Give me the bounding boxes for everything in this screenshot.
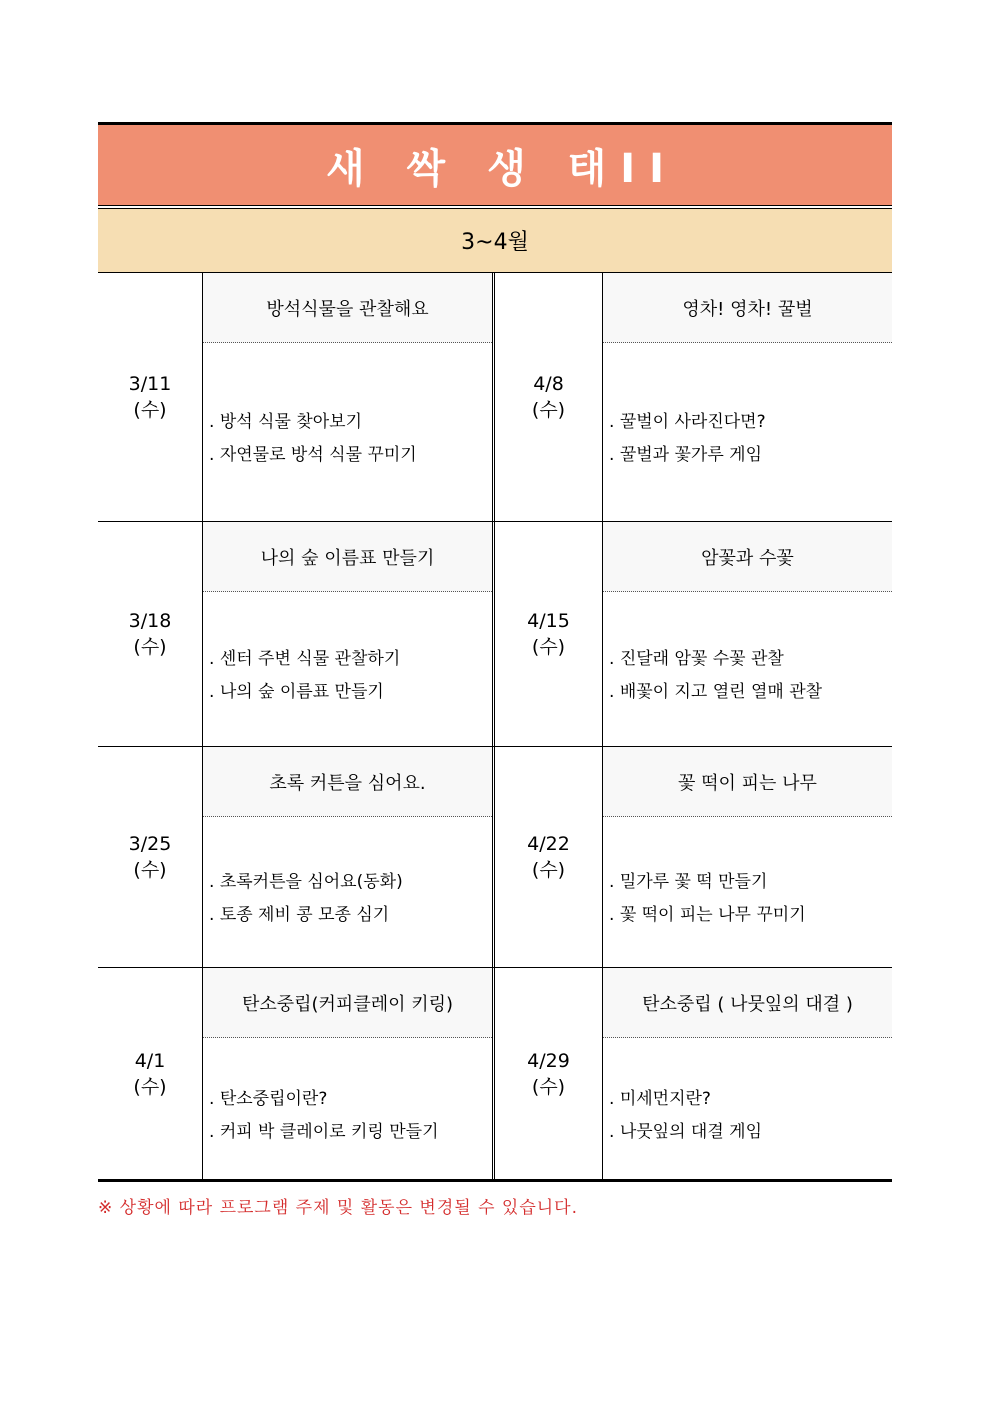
schedule-row [98, 968, 892, 1179]
activity-list [603, 343, 892, 521]
session-topic: 방석식물을 관찰해요 [203, 273, 492, 343]
footnote: ※ 상황에 따라 프로그램 주제 및 활동은 변경될 수 있습니다. [98, 1198, 578, 1218]
schedule-row [98, 522, 892, 747]
activity-list [203, 817, 492, 967]
session-topic: 나의 숲 이름표 만들기 [203, 522, 492, 592]
session-date [495, 522, 603, 746]
session-date [98, 968, 203, 1179]
day-text: (수) [133, 636, 167, 658]
session-cell [495, 522, 892, 746]
title-bar [98, 122, 892, 206]
activity-item: . 탄소중립이란? [209, 1083, 492, 1116]
date-text: 4/15 [527, 610, 570, 632]
session-topic: 초록 커튼을 심어요. [203, 747, 492, 817]
session-date [98, 273, 203, 521]
day-text: (수) [531, 636, 566, 658]
session-cell [495, 968, 892, 1179]
schedule-sheet [98, 122, 892, 1182]
period-label: 3~4월 [461, 230, 529, 255]
date-text: 3/25 [128, 833, 172, 855]
activity-list [603, 817, 892, 967]
day-text: (수) [133, 399, 167, 421]
period-bar [98, 208, 892, 272]
schedule-row [98, 273, 892, 522]
activity-list [603, 592, 892, 746]
activity-list [203, 592, 492, 746]
session-date [495, 968, 603, 1179]
activity-item: . 꽃 떡이 피는 나무 꾸미기 [609, 899, 892, 932]
schedule-row [98, 747, 892, 968]
date-text: 4/22 [527, 833, 570, 855]
day-text: (수) [133, 859, 167, 881]
day-text: (수) [531, 399, 566, 421]
session-date [495, 747, 603, 967]
date-text: 4/8 [533, 373, 564, 395]
session-topic: 영차! 영차! 꿀벌 [603, 273, 892, 343]
activity-item: . 나의 숲 이름표 만들기 [209, 676, 492, 709]
session-topic: 암꽃과 수꽃 [603, 522, 892, 592]
page-title: 새 싹 생 태II [325, 145, 679, 192]
activity-item: . 자연물로 방석 식물 꾸미기 [209, 439, 492, 472]
day-text: (수) [531, 859, 566, 881]
activity-item: . 초록커튼을 심어요(동화) [209, 866, 492, 899]
session-cell [98, 522, 495, 746]
session-topic: 탄소중립 ( 나뭇잎의 대결 ) [603, 968, 892, 1038]
activity-item: . 꿀벌이 사라진다면? [609, 406, 892, 439]
day-text: (수) [133, 1075, 167, 1098]
activity-item: . 토종 제비 콩 모종 심기 [209, 899, 492, 932]
activity-item: . 꿀벌과 꽃가루 게임 [609, 439, 892, 472]
activity-item: . 센터 주변 식물 관찰하기 [209, 643, 492, 676]
session-date [98, 522, 203, 746]
activity-list [203, 343, 492, 521]
activity-item: . 미세먼지란? [609, 1083, 892, 1116]
session-cell [98, 747, 495, 967]
session-cell [495, 747, 892, 967]
activity-item: . 밀가루 꽃 떡 만들기 [609, 866, 892, 899]
session-cell [98, 968, 495, 1179]
session-date [495, 273, 603, 521]
activity-list [203, 1038, 492, 1179]
activity-item: . 커피 박 클레이로 키링 만들기 [209, 1116, 492, 1149]
activity-item: . 나뭇잎의 대결 게임 [609, 1116, 892, 1149]
activity-list [603, 1038, 892, 1179]
activity-item: . 배꽃이 지고 열린 열매 관찰 [609, 676, 892, 709]
session-topic: 탄소중립(커피클레이 키링) [203, 968, 492, 1038]
date-text: 4/29 [527, 1049, 570, 1072]
session-cell [98, 273, 495, 521]
session-topic: 꽃 떡이 피는 나무 [603, 747, 892, 817]
date-text: 4/1 [134, 1049, 166, 1072]
session-date [98, 747, 203, 967]
schedule-table [98, 272, 892, 1182]
date-text: 3/18 [128, 610, 172, 632]
activity-item: . 진달래 암꽃 수꽃 관찰 [609, 643, 892, 676]
activity-item: . 방석 식물 찾아보기 [209, 406, 492, 439]
day-text: (수) [531, 1075, 566, 1098]
session-cell [495, 273, 892, 521]
date-text: 3/11 [128, 373, 172, 395]
